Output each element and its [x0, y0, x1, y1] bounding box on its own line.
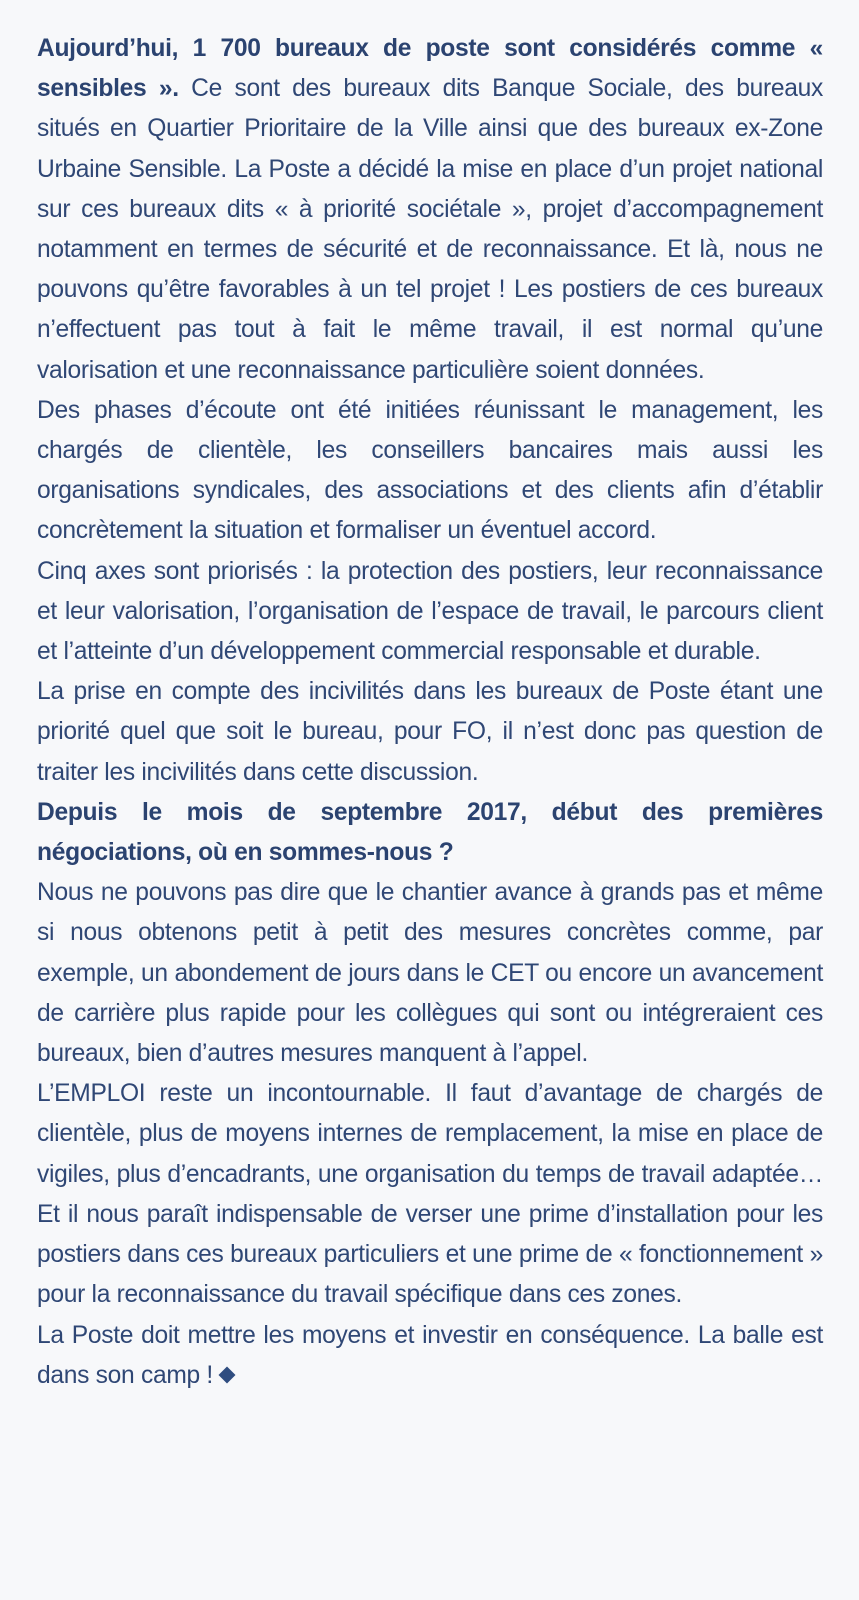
closing-text: La Poste doit mettre les moyens et investir en conséquence. La balle est dans son camp ! — [37, 1321, 823, 1389]
closing-paragraph — [37, 1316, 823, 1396]
paragraph-listening-phases: Des phases d’écoute ont été initiées réunissant le management, les chargés de clientèle, les conseillers bancaires mais aussi les organisations syndicales, des associations et des clients afin d’établir concrètement la situation et formaliser un éventuel accord. — [37, 396, 823, 545]
article — [37, 29, 823, 1396]
paragraph-incivilities: La prise en compte des incivilités dans les bureaux de Poste étant une priorité quel que soit le bureau, pour FO, il n’est donc pas question de traiter les incivilités dans cette discussion. — [37, 678, 823, 786]
subheading: Depuis le mois de septembre 2017, début des premières négociations, où en sommes-nous ? — [37, 798, 823, 867]
diamond-icon — [218, 1366, 235, 1383]
intro-lead: Aujourd’hui, 1 700 bureaux de poste sont considérés comme « sensibles ». — [37, 35, 823, 103]
intro-paragraph — [37, 29, 823, 391]
paragraph-progress: Nous ne pouvons pas dire que le chantier avance à grands pas et même si nous obtenons petit à petit des mesures concrètes comme, par exemple, un abondement de jours dans le CET ou encore un avancement de carrière plus rapide pour les collègues qui sont ou intégreraient ces bureaux, bien d’autres mesures manquent à l’appel. — [37, 879, 823, 1068]
paragraph-five-axes: Cinq axes sont priorisés : la protection des postiers, leur reconnaissance et leur valorisation, l’organisation de l’espace de travail, le parcours client et l’atteinte d’un développement commercial responsable et durable. — [37, 557, 823, 666]
paragraph-employment: L’EMPLOI reste un incontournable. Il faut d’avantage de chargés de clientèle, plus de moyens internes de remplacement, la mise en place de vigiles, plus d’encadrants, une organisation du temps de travail adaptée… Et il nous paraît indispensable de verser une prime d’installation pour les postiers dans ces bureaux particuliers et une prime de « fonctionnement » pour la reconnaissance du travail spécifique dans ces zones. — [37, 1080, 823, 1309]
intro-text: Ce sont des bureaux dits Banque Sociale, des bureaux situés en Quartier Prioritaire de la Ville ainsi que des bureaux ex-Zone Urbaine Sensible. La Poste a décidé la mise en place d’un projet national sur ces bureaux dits « à priorité sociétale », projet d’accompagnement notamment en termes de sécurité et de reconnaissance. Et là, nous ne pouvons qu’être favorables à un tel projet ! Les postiers de ces bureaux n’effectuent pas tout à fait le même travail, il est normal qu’une valorisation et une reconnaissance particulière soient données. — [37, 75, 823, 384]
